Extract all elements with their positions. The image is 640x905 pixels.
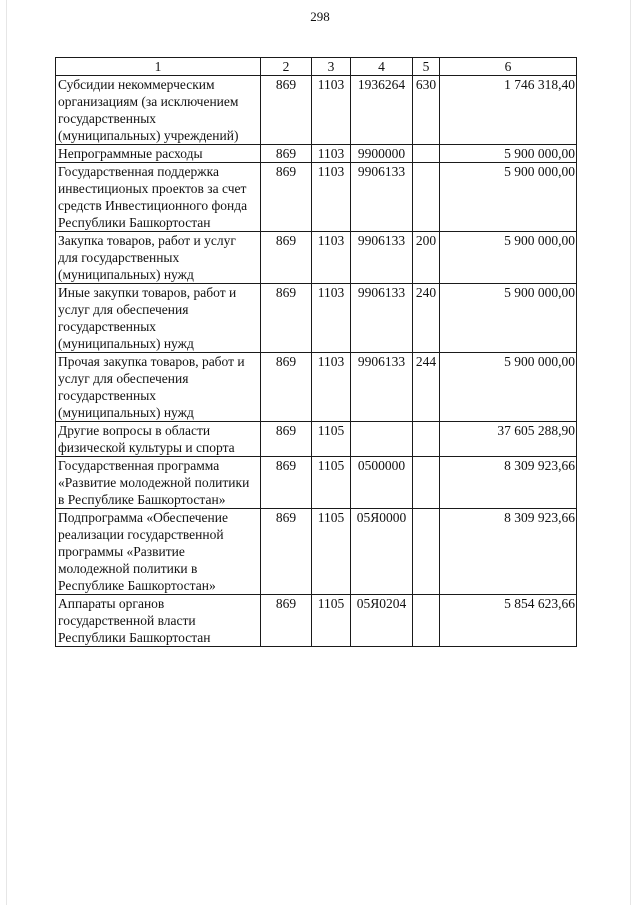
scan-edge-right xyxy=(630,0,631,905)
row-code-cell: 869 xyxy=(261,232,312,284)
row-name-cell: Государственная программа «Развитие молодежной политики в Республике Башкортостан» xyxy=(56,457,261,509)
column-header: 4 xyxy=(351,58,413,76)
row-target-cell: 9900000 xyxy=(351,145,413,163)
row-amount-cell: 8 309 923,66 xyxy=(440,509,577,595)
row-type-cell xyxy=(413,145,440,163)
row-type-cell xyxy=(413,422,440,457)
row-amount-cell: 8 309 923,66 xyxy=(440,457,577,509)
row-target-cell: 9906133 xyxy=(351,232,413,284)
column-header: 5 xyxy=(413,58,440,76)
row-name-cell: Государственная поддержка инвестиционых проектов за счет средств Инвестиционного фонда Республики Башкортостан xyxy=(56,163,261,232)
scan-edge-left xyxy=(6,0,7,905)
row-code-cell: 869 xyxy=(261,353,312,422)
row-section-cell: 1103 xyxy=(312,163,351,232)
row-amount-cell: 5 854 623,66 xyxy=(440,595,577,647)
row-code-cell: 869 xyxy=(261,145,312,163)
row-code-cell: 869 xyxy=(261,163,312,232)
table-row xyxy=(56,353,577,422)
column-header: 1 xyxy=(56,58,261,76)
row-target-cell: 9906133 xyxy=(351,284,413,353)
table-row xyxy=(56,509,577,595)
row-target-cell: 0500000 xyxy=(351,457,413,509)
column-header: 6 xyxy=(440,58,577,76)
row-code-cell: 869 xyxy=(261,509,312,595)
row-amount-cell: 37 605 288,90 xyxy=(440,422,577,457)
row-target-cell: 05Я0204 xyxy=(351,595,413,647)
row-type-cell xyxy=(413,163,440,232)
row-target-cell xyxy=(351,422,413,457)
table-header-row xyxy=(56,58,577,76)
table-row xyxy=(56,232,577,284)
column-header: 2 xyxy=(261,58,312,76)
row-target-cell: 9906133 xyxy=(351,163,413,232)
row-amount-cell: 5 900 000,00 xyxy=(440,353,577,422)
row-section-cell: 1105 xyxy=(312,509,351,595)
row-code-cell: 869 xyxy=(261,457,312,509)
row-amount-cell: 5 900 000,00 xyxy=(440,232,577,284)
table-row xyxy=(56,457,577,509)
column-header: 3 xyxy=(312,58,351,76)
row-type-cell xyxy=(413,457,440,509)
row-section-cell: 1103 xyxy=(312,284,351,353)
row-code-cell: 869 xyxy=(261,422,312,457)
row-amount-cell: 5 900 000,00 xyxy=(440,163,577,232)
table-row xyxy=(56,422,577,457)
page-number: 298 xyxy=(310,9,330,24)
row-amount-cell: 1 746 318,40 xyxy=(440,76,577,145)
table-row xyxy=(56,145,577,163)
budget-table xyxy=(55,57,577,647)
row-section-cell: 1105 xyxy=(312,422,351,457)
table-row xyxy=(56,163,577,232)
row-name-cell: Субсидии некоммерческим организациям (за исключением государственных (муниципальных) учреждений) xyxy=(56,76,261,145)
table-row xyxy=(56,595,577,647)
row-section-cell: 1103 xyxy=(312,145,351,163)
row-type-cell xyxy=(413,595,440,647)
row-section-cell: 1103 xyxy=(312,76,351,145)
row-code-cell: 869 xyxy=(261,76,312,145)
row-code-cell: 869 xyxy=(261,284,312,353)
table-row xyxy=(56,284,577,353)
row-type-cell: 200 xyxy=(413,232,440,284)
row-type-cell xyxy=(413,509,440,595)
row-type-cell: 240 xyxy=(413,284,440,353)
row-section-cell: 1103 xyxy=(312,353,351,422)
row-name-cell: Прочая закупка товаров, работ и услуг для обеспечения государственных (муниципальных) нужд xyxy=(56,353,261,422)
row-name-cell: Закупка товаров, работ и услуг для государственных (муниципальных) нужд xyxy=(56,232,261,284)
row-section-cell: 1103 xyxy=(312,232,351,284)
row-name-cell: Другие вопросы в области физической культуры и спорта xyxy=(56,422,261,457)
row-target-cell: 1936264 xyxy=(351,76,413,145)
row-name-cell: Непрограммные расходы xyxy=(56,145,261,163)
row-section-cell: 1105 xyxy=(312,457,351,509)
row-name-cell: Иные закупки товаров, работ и услуг для обеспечения государственных (муниципальных) нужд xyxy=(56,284,261,353)
row-type-cell: 244 xyxy=(413,353,440,422)
table-row xyxy=(56,76,577,145)
row-code-cell: 869 xyxy=(261,595,312,647)
row-section-cell: 1105 xyxy=(312,595,351,647)
row-type-cell: 630 xyxy=(413,76,440,145)
row-target-cell: 9906133 xyxy=(351,353,413,422)
row-amount-cell: 5 900 000,00 xyxy=(440,284,577,353)
row-name-cell: Аппараты органов государственной власти Республики Башкортостан xyxy=(56,595,261,647)
row-amount-cell: 5 900 000,00 xyxy=(440,145,577,163)
row-target-cell: 05Я0000 xyxy=(351,509,413,595)
row-name-cell: Подпрограмма «Обеспечение реализации государственной программы «Развитие молодежной политики в Республике Башкортостан» xyxy=(56,509,261,595)
